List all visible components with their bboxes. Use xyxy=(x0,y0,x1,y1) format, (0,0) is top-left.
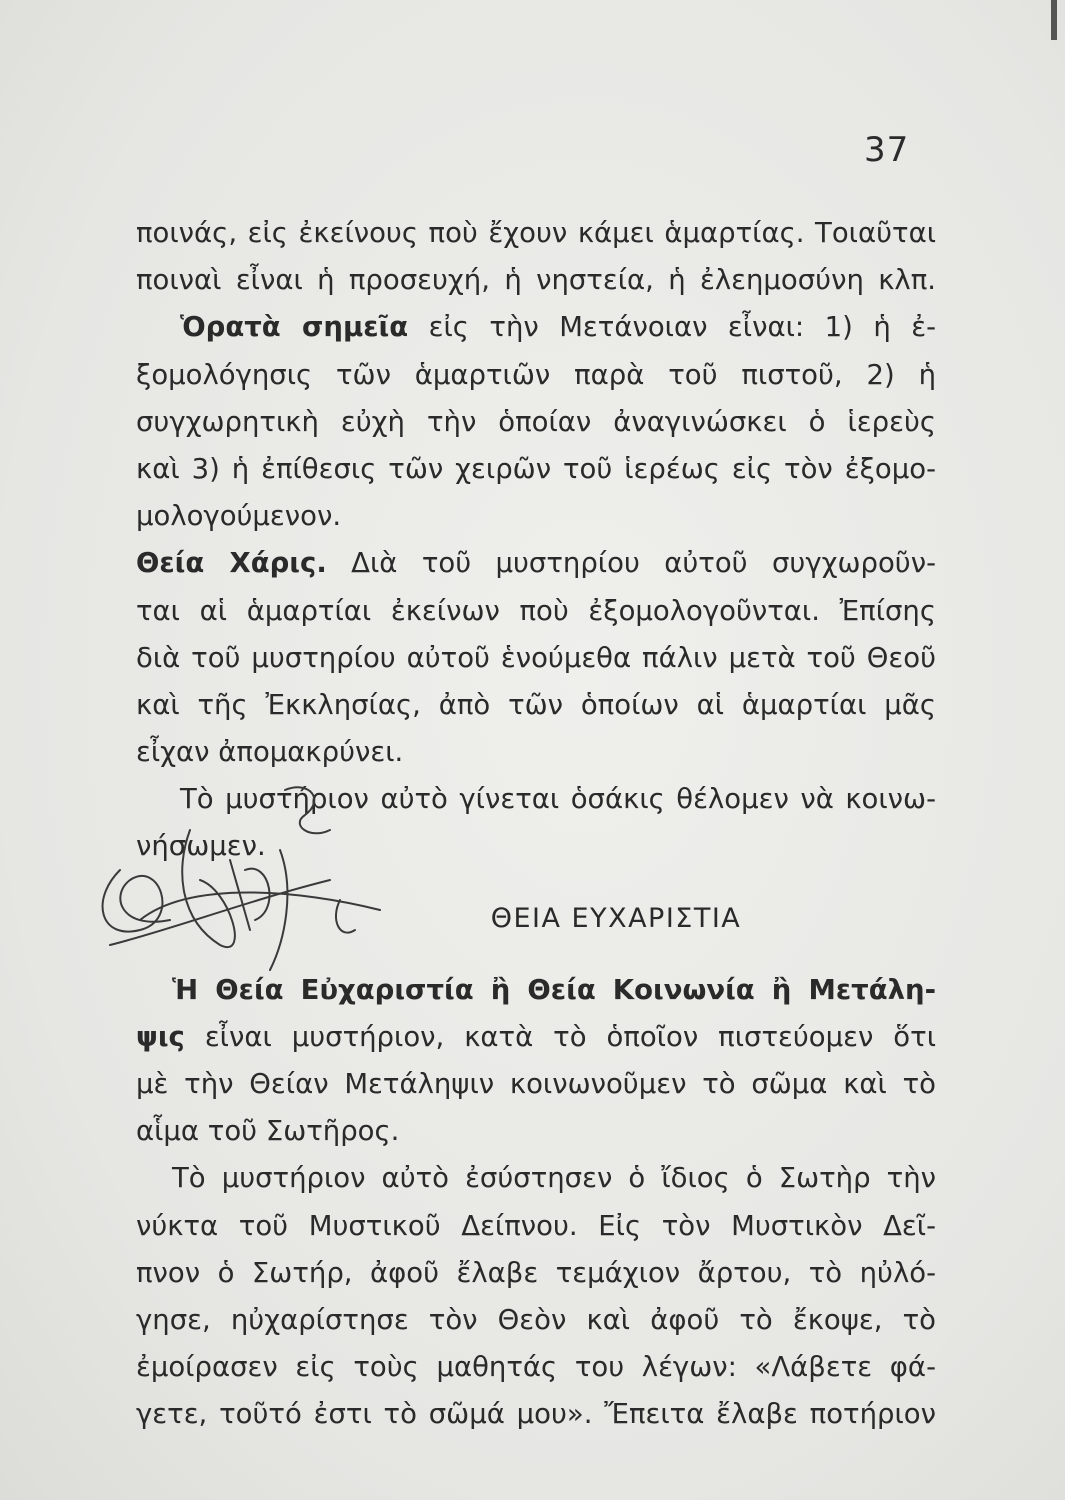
text-line: ποινάς, εἰς ἐκείνους ποὺ ἔχουν κάμει ἁμαρτίας. Τοιαῦται xyxy=(136,217,936,249)
text-line: μολογούμενον. xyxy=(136,500,342,533)
term-visible-signs: Ὁρατὰ σημεῖα xyxy=(180,311,409,344)
text-line: ἐμοίρασεν εἰς τοὺς μαθητάς του λέγων: «Λάβετε φά- xyxy=(136,1351,936,1384)
text-line: εἶχαν ἀπομακρύνει. xyxy=(136,736,404,769)
page-number: 37 xyxy=(864,130,910,170)
page-edge-mark xyxy=(1051,0,1057,40)
text-line: ται αἱ ἁμαρτίαι ἐκείνων ποὺ ἐξομολογοῦνται. Ἐπίσης xyxy=(136,594,936,627)
text-line: Ὁρατὰ σημεῖα εἰς τὴν Μετάνοιαν εἶναι: 1) ἡ ἐ- xyxy=(180,311,937,344)
term-divine-grace: Θεία Χάρις. xyxy=(136,547,327,580)
text-line: γησε, ηὐχαρίστησε τὸν Θεὸν καὶ ἀφοῦ τὸ ἔκοψε, τὸ xyxy=(136,1303,936,1336)
text-line: νήσωμεν. xyxy=(136,830,266,863)
text-line: διὰ τοῦ μυστηρίου αὐτοῦ ἑνούμεθα πάλιν μετὰ τοῦ Θεοῦ xyxy=(136,641,936,674)
text-line: ψις εἶναι μυστήριον, κατὰ τὸ ὁποῖον πιστεύομεν ὅτι xyxy=(136,1020,936,1053)
term-holy-eucharist: Ἡ Θεία Εὐχαριστία ἢ Θεία Κοινωνία ἢ Μετάλη- xyxy=(172,973,936,1006)
text-line: Τὸ μυστήριον αὐτὸ ἐσύστησεν ὁ ἴδιος ὁ Σωτὴρ τὴν xyxy=(172,1162,936,1195)
text-line: πνον ὁ Σωτήρ, ἀφοῦ ἔλαβε τεμάχιον ἄρτου, τὸ ηὐλό- xyxy=(136,1256,936,1289)
text-line: ξομολόγησις τῶν ἁμαρτιῶν παρὰ τοῦ πιστοῦ, 2) ἡ xyxy=(136,358,936,391)
text-line: ποιναὶ εἶναι ἡ προσευχή, ἡ νηστεία, ἡ ἐλεημοσύνη κλπ. xyxy=(136,264,936,297)
text-line: καὶ τῆς Ἐκκλησίας, ἀπὸ τῶν ὁποίων αἱ ἁμαρτίαι μᾶς xyxy=(136,688,936,721)
text-line: συγχωρητικὴ εὐχὴ τὴν ὁποίαν ἀναγινώσκει ὁ ἱερεὺς xyxy=(136,405,936,438)
text-line: αἷμα τοῦ Σωτῆρος. xyxy=(136,1115,400,1148)
text-line: Τὸ μυστήριον αὐτὸ γίνεται ὁσάκις θέλομεν νὰ κοινω- xyxy=(180,783,936,816)
text-line: νύκτα τοῦ Μυστικοῦ Δείπνου. Εἰς τὸν Μυστικὸν Δεῖ- xyxy=(136,1209,936,1242)
section-heading: ΘΕΙΑ ΕΥΧΑΡΙΣΤΙΑ xyxy=(490,902,742,934)
body-text xyxy=(136,210,936,1439)
text-line: γετε, τοῦτό ἐστι τὸ σῶμά μου». Ἔπειτα ἔλαβε ποτήριον xyxy=(136,1398,936,1431)
text-line xyxy=(136,967,936,1014)
text-line: Θεία Χάρις. Διὰ τοῦ μυστηρίου αὐτοῦ συγχωροῦν- xyxy=(136,547,936,580)
text-line: καὶ 3) ἡ ἐπίθεσις τῶν χειρῶν τοῦ ἱερέως εἰς τὸν ἐξομο- xyxy=(136,452,936,485)
text-line: μὲ τὴν Θείαν Μετάληψιν κοινωνοῦμεν τὸ σῶμα καὶ τὸ xyxy=(136,1068,936,1100)
